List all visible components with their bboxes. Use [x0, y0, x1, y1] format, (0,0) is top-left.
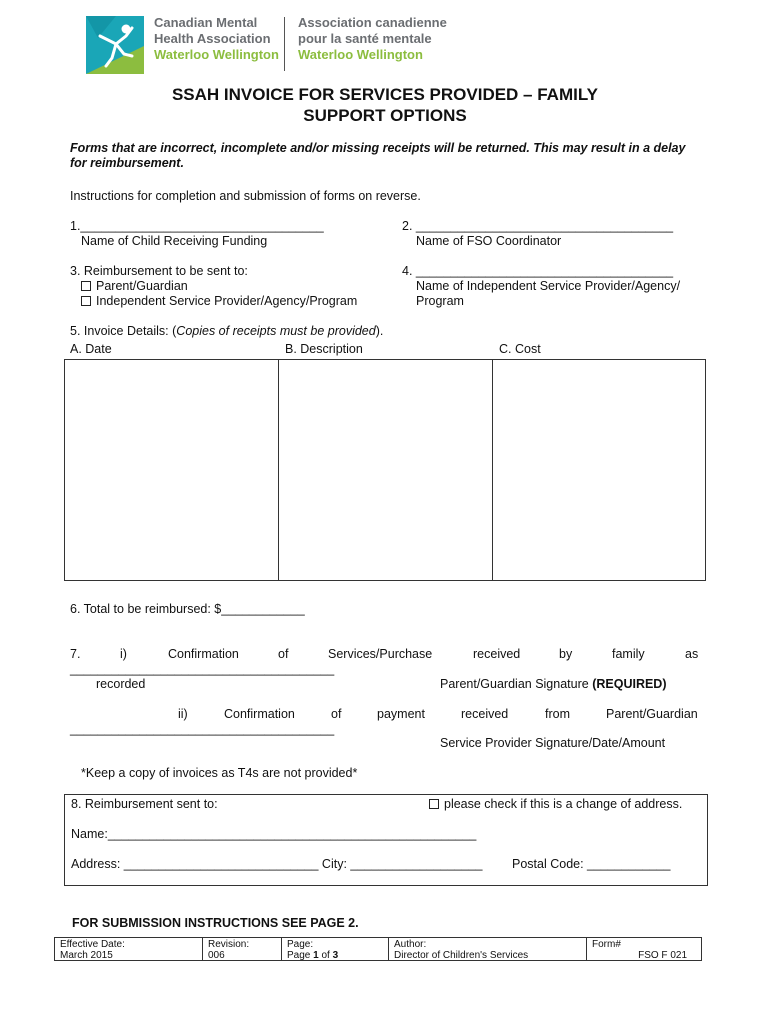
- date-column[interactable]: [65, 360, 279, 580]
- parent-guardian-checkbox[interactable]: [81, 281, 91, 291]
- reimbursement-sent-label: 8. Reimbursement sent to:: [71, 797, 218, 811]
- confirm-word: Confirmation: [224, 707, 295, 721]
- invoice-details-label: 5. Invoice Details: (Copies of receipts must be provided).: [70, 324, 384, 338]
- confirm-word: from: [545, 707, 570, 721]
- option-service-provider[interactable]: [81, 294, 357, 309]
- org-fr-line3: Waterloo Wellington: [298, 47, 423, 62]
- invoice-details-table: [64, 359, 706, 581]
- parent-signature-label: Parent/Guardian Signature (REQUIRED): [440, 677, 667, 691]
- instructions-text: Instructions for completion and submission of forms on reverse.: [70, 189, 421, 203]
- recorded-text: recorded: [96, 677, 146, 691]
- org-fr-line2: pour la santé mentale: [298, 31, 432, 46]
- submission-instructions: FOR SUBMISSION INSTRUCTIONS SEE PAGE 2.: [72, 916, 359, 930]
- header-divider: [284, 17, 285, 71]
- footer-effective-date: Effective Date: March 2015: [55, 938, 203, 960]
- form-title-line2: SUPPORT OPTIONS: [303, 106, 467, 125]
- parent-signature-line[interactable]: ______________________________________: [70, 662, 335, 676]
- org-en-line3: Waterloo Wellington: [154, 47, 279, 62]
- confirm-word: as: [685, 647, 699, 661]
- t4-note: *Keep a copy of invoices as T4s are not provided*: [81, 766, 358, 780]
- confirm-word: by: [559, 647, 573, 661]
- col-date-header: A. Date: [70, 342, 112, 356]
- confirmation-i: i): [120, 647, 127, 661]
- footer-form-number: Form# FSO F 021: [592, 939, 687, 961]
- org-en-line2: Health Association: [154, 31, 271, 46]
- fso-coordinator-line[interactable]: 2. _____________________________________: [402, 219, 674, 233]
- confirm-word: received: [461, 707, 509, 721]
- footer-page: Page: Page 1 of 3: [282, 938, 389, 960]
- address-city-field[interactable]: Address: ____________________________ City: ___________________: [71, 857, 483, 871]
- reimbursement-address-box: [64, 794, 708, 886]
- form-footer: [54, 937, 702, 961]
- col-cost-header: C. Cost: [499, 342, 541, 356]
- form-title-line1: SSAH INVOICE FOR SERVICES PROVIDED – FAMILY: [171, 85, 599, 104]
- confirm-word: Services/Purchase: [328, 647, 433, 661]
- confirm-word: Parent/Guardian: [606, 707, 698, 721]
- change-address-option[interactable]: [429, 797, 682, 812]
- org-name-english: [154, 15, 279, 63]
- confirmation-ii: ii): [178, 707, 188, 721]
- name-field[interactable]: Name:_____________________________________________________: [71, 827, 477, 841]
- provider-signature-label: Service Provider Signature/Date/Amount: [440, 736, 666, 750]
- option-parent-guardian[interactable]: [81, 279, 188, 294]
- org-en-line1: Canadian Mental: [154, 15, 258, 30]
- provider-signature-line[interactable]: ______________________________________: [70, 722, 335, 736]
- postal-code-field[interactable]: Postal Code: ____________: [512, 857, 671, 871]
- description-column[interactable]: [279, 360, 493, 580]
- provider-name-label2: Program: [416, 294, 464, 308]
- footer-author: Author: Director of Children's Services: [389, 938, 587, 960]
- provider-name-label1: Name of Independent Service Provider/Agency/: [416, 279, 681, 293]
- provider-name-line[interactable]: 4. _____________________________________: [402, 264, 674, 278]
- cost-column[interactable]: [493, 360, 705, 580]
- confirm-word: family: [612, 647, 645, 661]
- confirm-word: of: [278, 647, 289, 661]
- service-provider-label: Independent Service Provider/Agency/Program: [96, 294, 358, 308]
- child-name-label: Name of Child Receiving Funding: [81, 234, 268, 248]
- fso-coordinator-label: Name of FSO Coordinator: [416, 234, 562, 248]
- change-address-label: please check if this is a change of address.: [444, 797, 683, 811]
- confirm-word: received: [473, 647, 521, 661]
- warning-line1: Forms that are incorrect, incomplete and/or missing receipts will be returned. This may result in a delay: [70, 141, 686, 155]
- confirm-word: of: [331, 707, 342, 721]
- confirm-word: Confirmation: [168, 647, 239, 661]
- org-name-french: [298, 15, 447, 63]
- service-provider-checkbox[interactable]: [81, 296, 91, 306]
- parent-guardian-label: Parent/Guardian: [96, 279, 188, 293]
- confirm-word: payment: [377, 707, 425, 721]
- confirmation-number: 7.: [70, 647, 81, 661]
- reimbursement-to-label: 3. Reimbursement to be sent to:: [70, 264, 248, 278]
- form-title: [0, 84, 770, 126]
- cmha-logo-icon: [86, 16, 144, 74]
- footer-revision: Revision: 006: [203, 938, 282, 960]
- warning-line2: for reimbursement.: [70, 156, 184, 170]
- cmha-logo: [86, 16, 144, 74]
- col-description-header: B. Description: [285, 342, 363, 356]
- org-fr-line1: Association canadienne: [298, 15, 447, 30]
- child-name-line[interactable]: 1.___________________________________: [70, 219, 324, 233]
- total-reimbursed[interactable]: 6. Total to be reimbursed: $____________: [70, 602, 305, 616]
- change-address-checkbox[interactable]: [429, 799, 439, 809]
